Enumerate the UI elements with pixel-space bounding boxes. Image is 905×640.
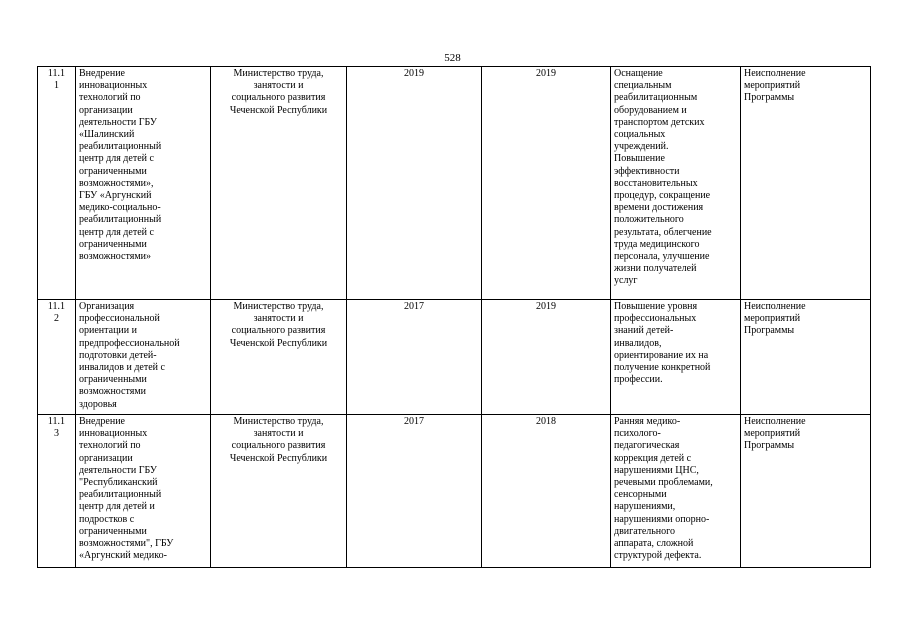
start-year-cell: 2017	[347, 415, 482, 568]
executor-cell: Министерство труда, занятости и социального развития Чеченской Республики	[211, 300, 347, 415]
table-row	[38, 67, 871, 300]
risk-cell: Неисполнение мероприятий Программы	[741, 300, 871, 415]
page-number: 528	[444, 52, 461, 64]
event-name-cell: Внедрение инновационных технологий по организации деятельности ГБУ "Республиканский реабилитационный центр для детей и подростков с ограниченными возможностями", ГБУ «Аргунский медико-	[76, 415, 211, 568]
table-row	[38, 300, 871, 415]
executor-cell: Министерство труда, занятости и социального развития Чеченской Республики	[211, 415, 347, 568]
expected-result-cell: Оснащение специальным реабилитационным оборудованием и транспортом детских социальных учреждений. Повышение эффективности восстановительных процедур, сокращение времени достижения положительного результата, облегчение труда медицинского персонала, улучшение жизни получателей услуг	[611, 67, 741, 300]
end-year-cell: 2019	[482, 300, 611, 415]
risk-cell: Неисполнение мероприятий Программы	[741, 415, 871, 568]
expected-result-cell: Ранняя медико- психолого- педагогическая коррекция детей с нарушениями ЦНС, речевыми проблемами, сенсорными нарушениями, нарушениями опорно- двигательного аппарата, сложной структурой дефекта.	[611, 415, 741, 568]
event-name-cell: Организация профессиональной ориентации и предпрофессиональной подготовки детей- инвалидов и детей с ограниченными возможностями здоровья	[76, 300, 211, 415]
risk-cell: Неисполнение мероприятий Программы	[741, 67, 871, 300]
row-number: 11.1 3	[38, 415, 76, 568]
start-year-cell: 2019	[347, 67, 482, 300]
row-number: 11.1 2	[38, 300, 76, 415]
row-number: 11.1 1	[38, 67, 76, 300]
executor-cell: Министерство труда, занятости и социального развития Чеченской Республики	[211, 67, 347, 300]
event-name-cell: Внедрение инновационных технологий по организации деятельности ГБУ «Шалинский реабилитационный центр для детей с ограниченными возможностями», ГБУ «Аргунский медико-социально- реабилитационный центр для детей с ограниченными возможностями»	[76, 67, 211, 300]
end-year-cell: 2018	[482, 415, 611, 568]
table-row	[38, 415, 871, 568]
start-year-cell: 2017	[347, 300, 482, 415]
program-events-table	[37, 66, 871, 568]
end-year-cell: 2019	[482, 67, 611, 300]
expected-result-cell: Повышение уровня профессиональных знаний детей- инвалидов, ориентирование их на получение конкретной профессии.	[611, 300, 741, 415]
